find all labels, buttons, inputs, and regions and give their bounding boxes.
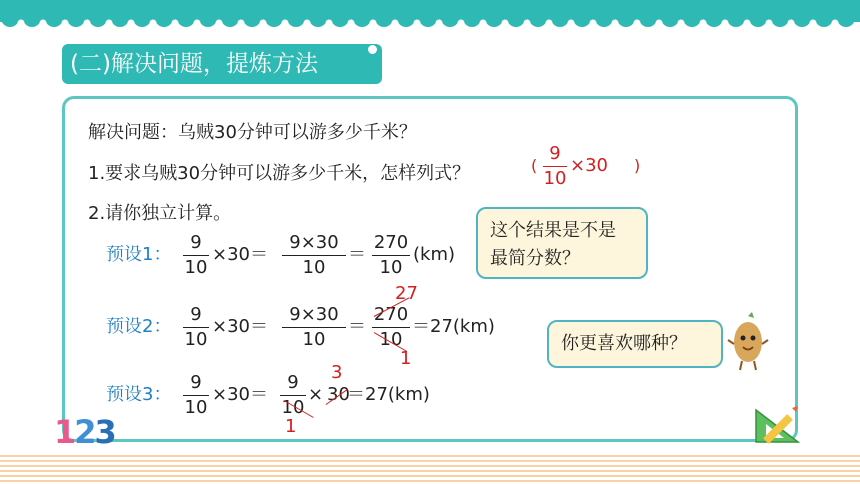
preset-1-unit: (km) (413, 244, 456, 265)
answer-open-paren: ( (531, 156, 538, 175)
question-2: 2.请你独立计算。 (88, 203, 232, 224)
decor-digit: 3 (94, 413, 115, 451)
answer-numerator: 9 (549, 143, 561, 164)
denominator: 10 (302, 257, 326, 278)
preset-3-cancel-top: 3 (331, 362, 343, 383)
numerator: 9 (190, 232, 202, 253)
bubble-1-line-2: 最简分数？ (490, 248, 580, 269)
preset-1-fraction-1 (183, 232, 209, 279)
problem-intro: 解决问题：乌贼30分钟可以游多少千米？ (88, 122, 417, 143)
preset-1-label: 预设1： (106, 244, 172, 265)
denominator: 10 (379, 257, 403, 278)
ruler-pencil-icon (752, 404, 804, 446)
bubble-2-text: 你更喜欢哪种？ (561, 333, 687, 354)
decor-numbers (54, 414, 115, 450)
numerator: 9×30 (289, 232, 339, 253)
fraction-bar (543, 166, 567, 167)
denominator: 10 (184, 397, 208, 418)
potato-mascot-icon (726, 312, 770, 372)
numerator: 270 (373, 304, 409, 325)
preset-2-fraction-3 (372, 304, 410, 351)
numerator: 9 (190, 304, 202, 325)
preset-3-thirty: 30 (327, 384, 350, 405)
title-dot (368, 45, 377, 54)
denominator: 10 (184, 329, 208, 350)
fraction-bar (282, 255, 346, 256)
preset-1-equals: ＝ (348, 244, 366, 265)
answer-denominator: 10 (543, 168, 567, 189)
preset-1-fraction-2 (282, 232, 346, 279)
answer-times-30: ×30 (570, 155, 608, 176)
preset-1-fraction-3 (372, 232, 410, 279)
preset-3-result: ＝27(km) (347, 384, 430, 405)
fraction-bar (280, 395, 306, 396)
preset-2-fraction-1 (183, 304, 209, 351)
preset-2-op: ×30＝ (212, 316, 268, 337)
preset-2-label: 预设2： (106, 316, 172, 337)
decor-digit: 1 (54, 413, 75, 451)
decor-digit: 2 (74, 413, 95, 451)
content-card (62, 96, 798, 442)
fraction-bar (183, 327, 209, 328)
preset-3-times: × (308, 384, 324, 405)
preset-3-cancel-bottom: 1 (285, 416, 297, 437)
section-title: (二)解决问题，提炼方法 (62, 44, 382, 84)
denominator: 10 (302, 329, 326, 350)
denominator: 10 (379, 329, 403, 350)
answer-close-paren: ) (634, 156, 641, 175)
hint-bubble-2 (547, 320, 723, 368)
preset-3-op: ×30＝ (212, 384, 268, 405)
scallop-border (0, 14, 860, 32)
answer-fraction (543, 143, 567, 190)
preset-1-op: ×30＝ (212, 244, 268, 265)
hint-bubble-1 (476, 207, 648, 279)
fraction-bar (282, 327, 346, 328)
numerator: 9×30 (289, 304, 339, 325)
numerator: 9 (287, 372, 299, 393)
denominator: 10 (184, 257, 208, 278)
preset-2-equals: ＝ (348, 316, 366, 337)
numerator: 9 (190, 372, 202, 393)
fraction-bar (372, 255, 410, 256)
preset-2-cancel-bottom: 1 (400, 348, 412, 369)
preset-2-result: ＝27(km) (412, 316, 495, 337)
denominator: 10 (281, 397, 305, 418)
question-1: 1.要求乌贼30分钟可以游多少千米，怎样列式？ (88, 163, 471, 184)
fraction-bar (372, 327, 410, 328)
bubble-1-line-1: 这个结果是不是 (490, 220, 616, 241)
preset-3-label: 预设3： (106, 384, 172, 405)
fraction-bar (183, 395, 209, 396)
preset-2-fraction-2 (282, 304, 346, 351)
bottom-stripes (0, 455, 860, 484)
preset-2-cancel-top: 27 (395, 283, 418, 304)
fraction-bar (183, 255, 209, 256)
preset-3-fraction-1 (183, 372, 209, 419)
numerator: 270 (373, 232, 409, 253)
